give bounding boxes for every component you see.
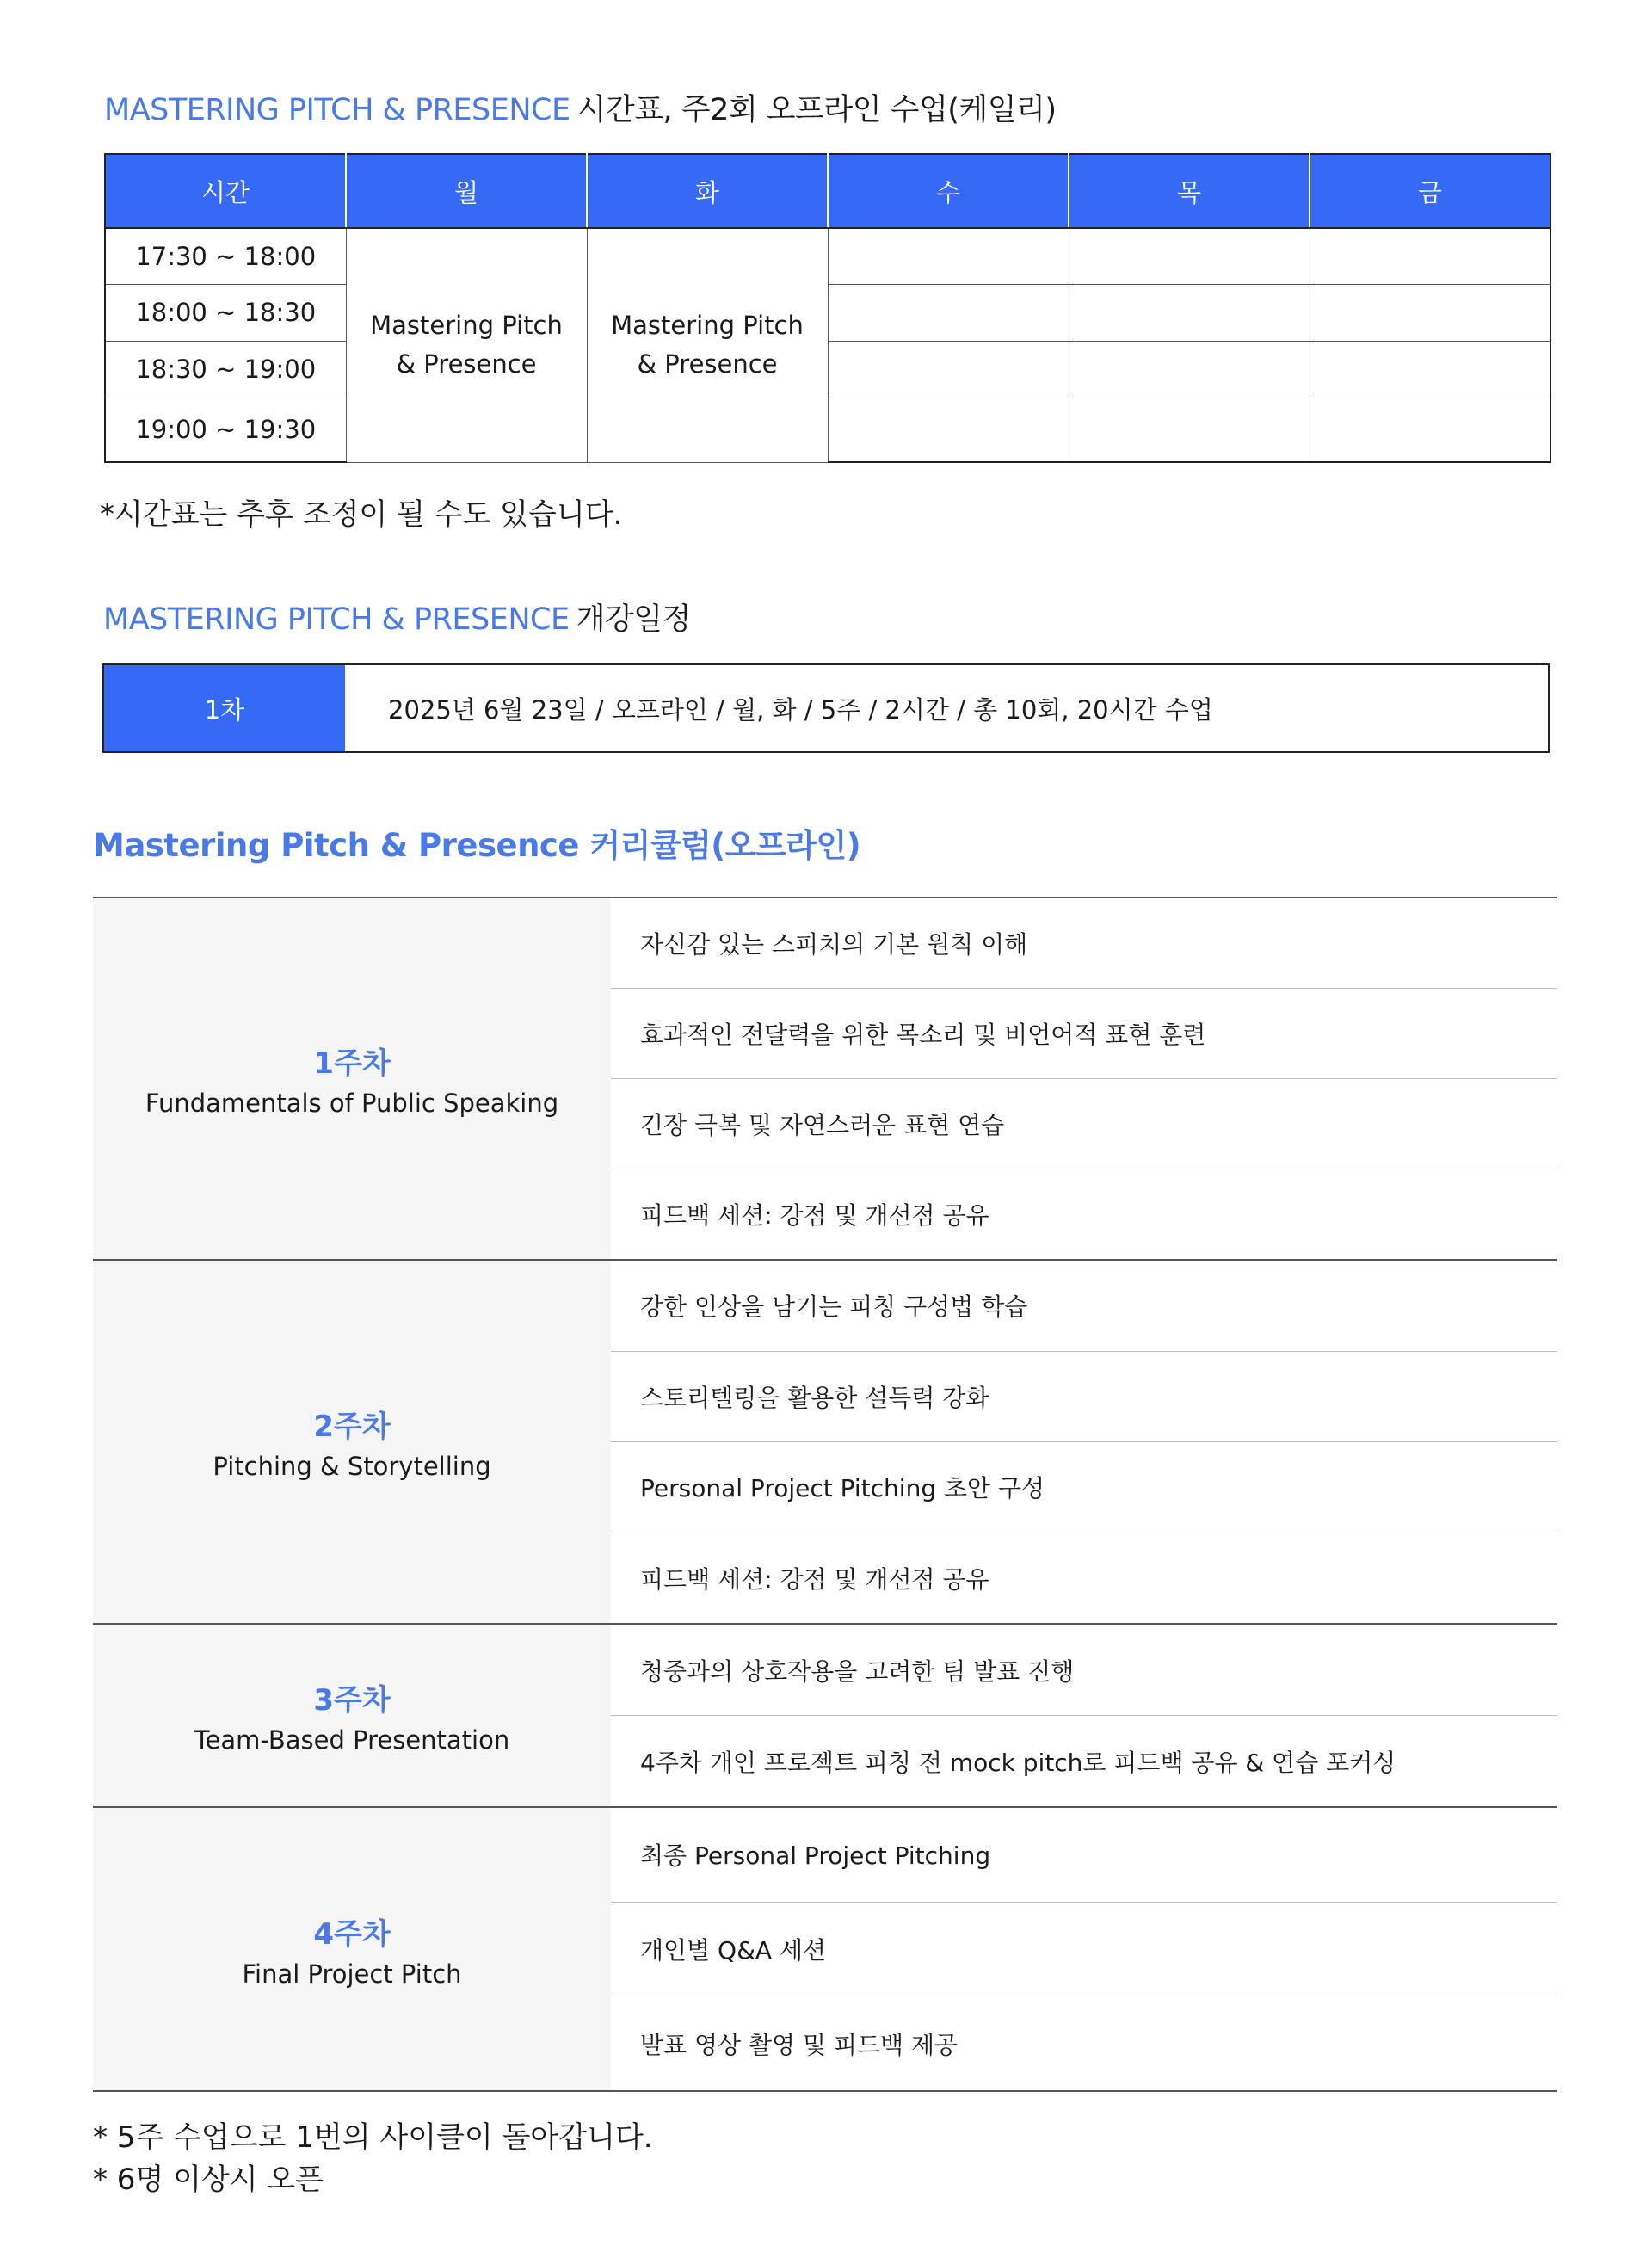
timetable-title-program: MASTERING PITCH & PRESENCE [104, 93, 570, 127]
curriculum-footnote: * 6명 이상시 오픈 [93, 2163, 324, 2197]
week-topics [611, 898, 1557, 1259]
time-slot: 18:00 ~ 18:30 [105, 284, 346, 341]
topic-item: 피드백 세션: 강점 및 개선점 공유 [640, 1564, 989, 1594]
time-slot: 17:30 ~ 18:00 [105, 228, 346, 284]
header-mon: 월 [346, 154, 587, 228]
header-fri: 금 [1310, 154, 1550, 228]
timetable-row [105, 228, 1550, 284]
curriculum-footnote: * 5주 수업으로 1번의 사이클이 돌아갑니다. [93, 2120, 653, 2155]
mon-class-cell [346, 228, 587, 462]
week-number: 4주차 [313, 1916, 391, 1952]
week-number: 1주차 [313, 1046, 391, 1081]
week-subtitle: Pitching & Storytelling [213, 1452, 491, 1481]
schedule-box [102, 663, 1550, 753]
schedule-title [103, 595, 691, 639]
time-slot: 19:00 ~ 19:30 [105, 398, 346, 462]
week-subtitle: Final Project Pitch [242, 1959, 462, 1989]
week-row [93, 1625, 1557, 1808]
timetable-row [105, 398, 1550, 462]
week-row [93, 1808, 1557, 2092]
topic-item: 청중과의 상호작용을 고려한 팀 발표 진행 [611, 1625, 1557, 1716]
week-label [93, 1625, 611, 1806]
tue-class-line2: & Presence [637, 349, 778, 379]
topic-item: 강한 인상을 남기는 피칭 구성법 학습 [611, 1261, 1557, 1352]
topic-item: 스토리텔링을 활용한 설득력 강화 [611, 1352, 1557, 1443]
topic-item: 자신감 있는 스피치의 기본 원칙 이해 [611, 898, 1557, 989]
timetable-header-row [105, 154, 1550, 228]
schedule-round: 1차 [104, 665, 345, 751]
topic-item: 피드백 세션: 강점 및 개선점 공유 [640, 1201, 989, 1230]
week-row [93, 1261, 1557, 1625]
timetable-title [104, 86, 1057, 129]
empty-cell [1069, 398, 1310, 462]
header-thu: 목 [1069, 154, 1310, 228]
week-label [93, 898, 611, 1259]
topic-item: 최종 Personal Project Pitching [611, 1808, 1557, 1903]
topic-item: 4주차 개인 프로젝트 피칭 전 mock pitch로 피드백 공유 & 연습 포커싱 [640, 1748, 1396, 1777]
topic-item: 긴장 극복 및 자연스러운 표현 연습 [611, 1079, 1557, 1169]
topic-item: 개인별 Q&A 세션 [611, 1903, 1557, 1997]
empty-cell [1310, 284, 1550, 341]
time-slot: 18:30 ~ 19:00 [105, 341, 346, 398]
week-row [93, 898, 1557, 1261]
tue-class-line1: Mastering Pitch [611, 311, 804, 341]
schedule-title-rest: 개강일정 [576, 602, 691, 637]
empty-cell [828, 228, 1069, 284]
header-time: 시간 [105, 154, 346, 228]
curriculum-table [93, 897, 1557, 2092]
tue-class-cell [587, 228, 828, 462]
curriculum-title: Mastering Pitch & Presence 커리큘럼(오프라인) [93, 827, 861, 864]
empty-cell [1069, 341, 1310, 398]
empty-cell [828, 398, 1069, 462]
week-number: 3주차 [313, 1683, 391, 1718]
header-tue: 화 [587, 154, 828, 228]
empty-cell [1069, 228, 1310, 284]
topic-item: 발표 영상 촬영 및 피드백 제공 [640, 2030, 959, 2059]
timetable-title-rest: 시간표, 주2회 오프라인 수업(케일리) [576, 93, 1057, 127]
header-wed: 수 [828, 154, 1069, 228]
week-topics [611, 1625, 1557, 1806]
empty-cell [828, 341, 1069, 398]
timetable-row [105, 284, 1550, 341]
timetable-note: *시간표는 추후 조정이 될 수도 있습니다. [100, 497, 623, 532]
timetable [104, 153, 1551, 463]
week-label [93, 1808, 611, 2090]
week-topics [611, 1261, 1557, 1623]
timetable-row [105, 341, 1550, 398]
empty-cell [1310, 228, 1550, 284]
schedule-info: 2025년 6월 23일 / 오프라인 / 월, 화 / 5주 / 2시간 / 총 10회, 20시간 수업 [388, 694, 1213, 725]
week-label [93, 1261, 611, 1623]
empty-cell [1310, 398, 1550, 462]
empty-cell [828, 284, 1069, 341]
topic-item: Personal Project Pitching 초안 구성 [611, 1442, 1557, 1533]
schedule-title-program: MASTERING PITCH & PRESENCE [103, 602, 570, 637]
week-subtitle: Fundamentals of Public Speaking [145, 1089, 559, 1118]
week-topics [611, 1808, 1557, 2090]
week-subtitle: Team-Based Presentation [194, 1725, 510, 1755]
mon-class-line2: & Presence [396, 349, 537, 379]
empty-cell [1069, 284, 1310, 341]
week-number: 2주차 [313, 1410, 391, 1444]
empty-cell [1310, 341, 1550, 398]
mon-class-line1: Mastering Pitch [370, 311, 563, 341]
topic-item: 효과적인 전달력을 위한 목소리 및 비언어적 표현 훈련 [611, 989, 1557, 1079]
